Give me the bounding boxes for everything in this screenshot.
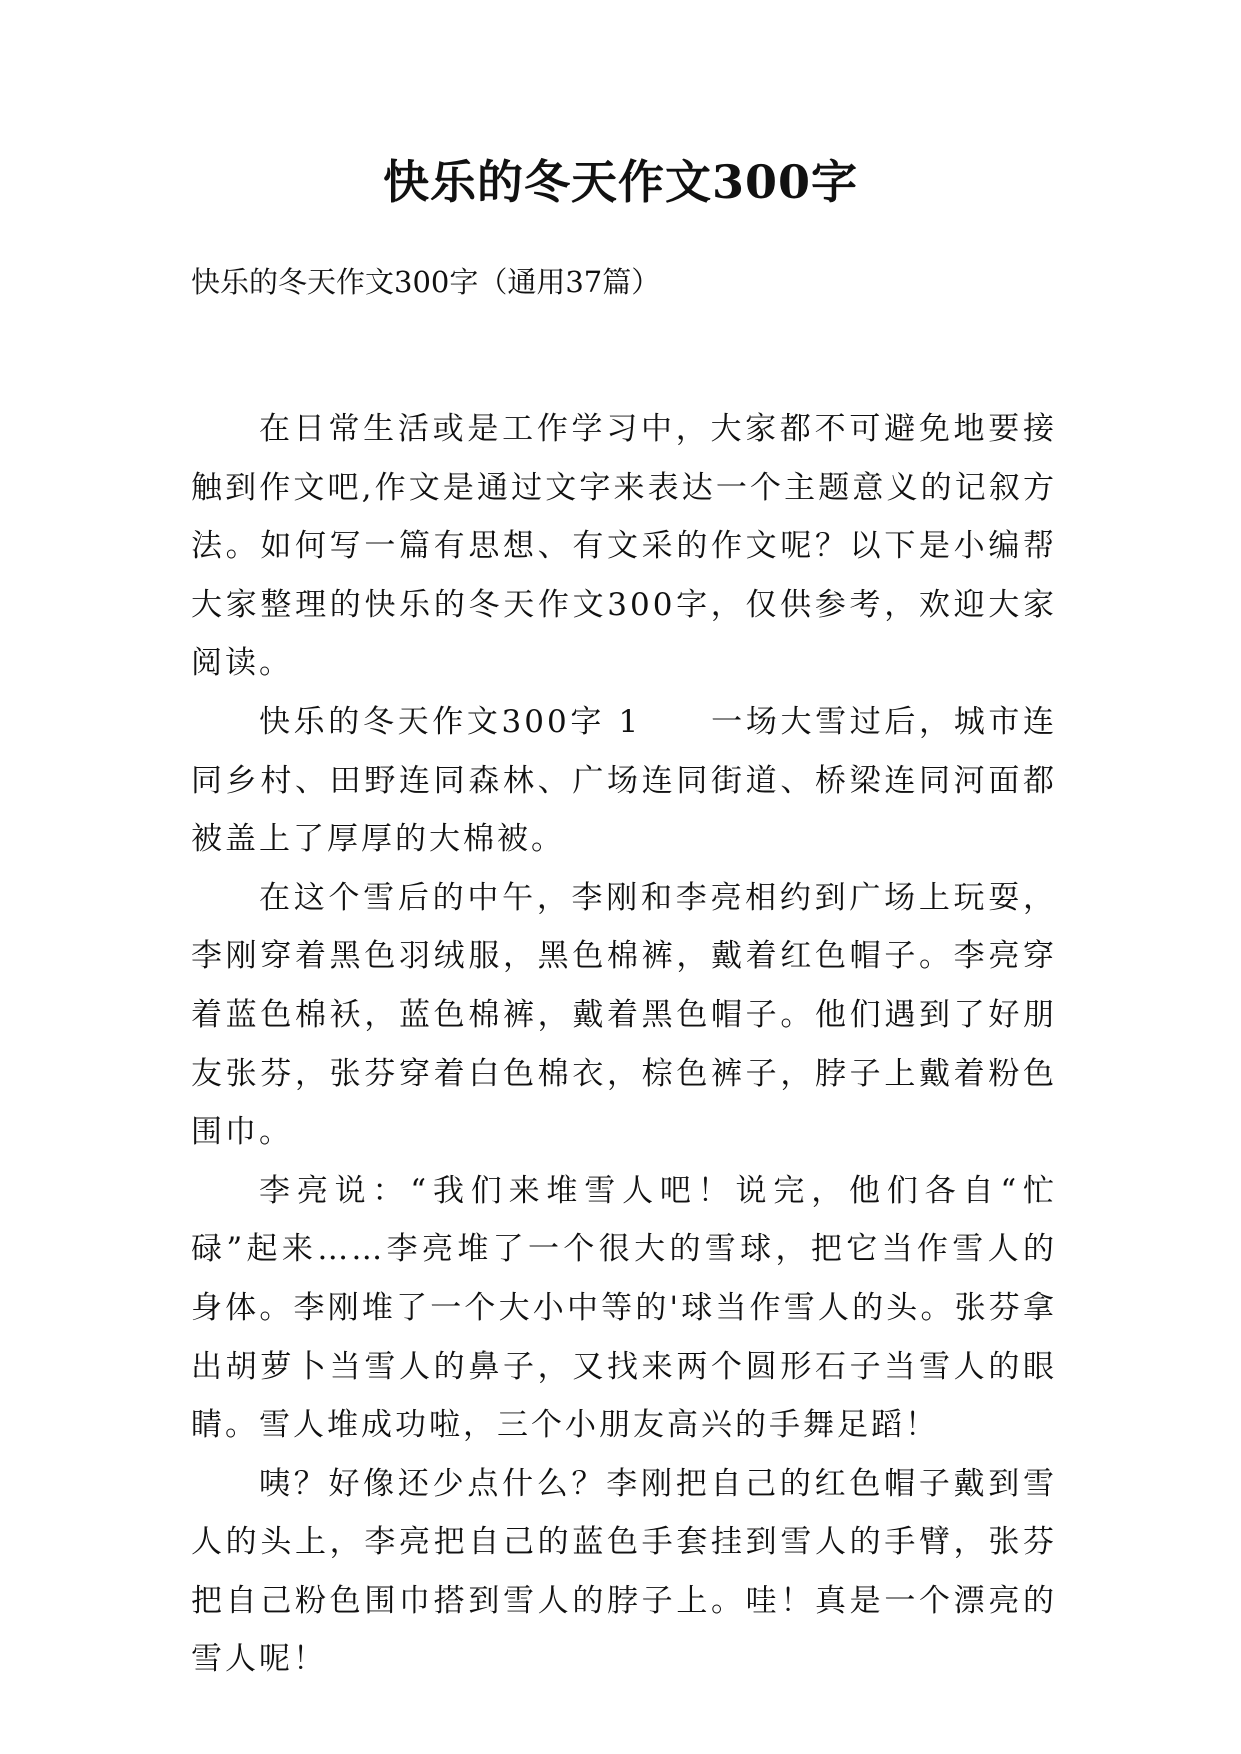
paragraph-outfits: 在这个雪后的中午，李刚和李亮相约到广场上玩耍，李刚穿着黑色羽绒服，黑色棉裤，戴着红色帽子。李亮穿着蓝色棉袄，蓝色棉裤，戴着黑色帽子。他们遇到了好朋友张芬，张芬穿着白色棉衣，棕色裤子，脖子上戴着粉色围巾。	[191, 879, 1057, 1151]
paragraph-intro: 在日常生活或是工作学习中，大家都不可避免地要接触到作文吧,作文是通过文字来表达一个主题意义的记叙方法。如何写一篇有思想、有文采的作文呢？以下是小编帮大家整理的快乐的冬天作文300字，仅供参考，欢迎大家阅读。	[191, 411, 1057, 682]
document-title: 快乐的冬天作文300字	[382, 155, 859, 209]
document-subtitle: 快乐的冬天作文300字（通用37篇）	[191, 265, 661, 299]
paragraph-essay-1-opening: 快乐的冬天作文300字 1 一场大雪过后，城市连同乡村、田野连同森林、广场连同街道、桥梁连同河面都被盖上了厚厚的大棉被。	[191, 703, 1057, 858]
paragraph-decorate-snowman: 咦？好像还少点什么？李刚把自己的红色帽子戴到雪人的头上，李亮把自己的蓝色手套挂到雪人的手臂，张芬把自己粉色围巾搭到雪人的脖子上。哇！真是一个漂亮的雪人呢！	[191, 1465, 1057, 1678]
document-body	[191, 400, 1057, 1689]
paragraph-build-snowman: 李亮说：“我们来堆雪人吧！说完，他们各自“忙碌”起来……李亮堆了一个很大的雪球，把它当作雪人的身体。李刚堆了一个大小中等的'球当作雪人的头。张芬拿出胡萝卜当雪人的鼻子，又找来两个圆形石子当雪人的眼睛。雪人堆成功啦，三个小朋友高兴的手舞足蹈！	[191, 1172, 1057, 1444]
